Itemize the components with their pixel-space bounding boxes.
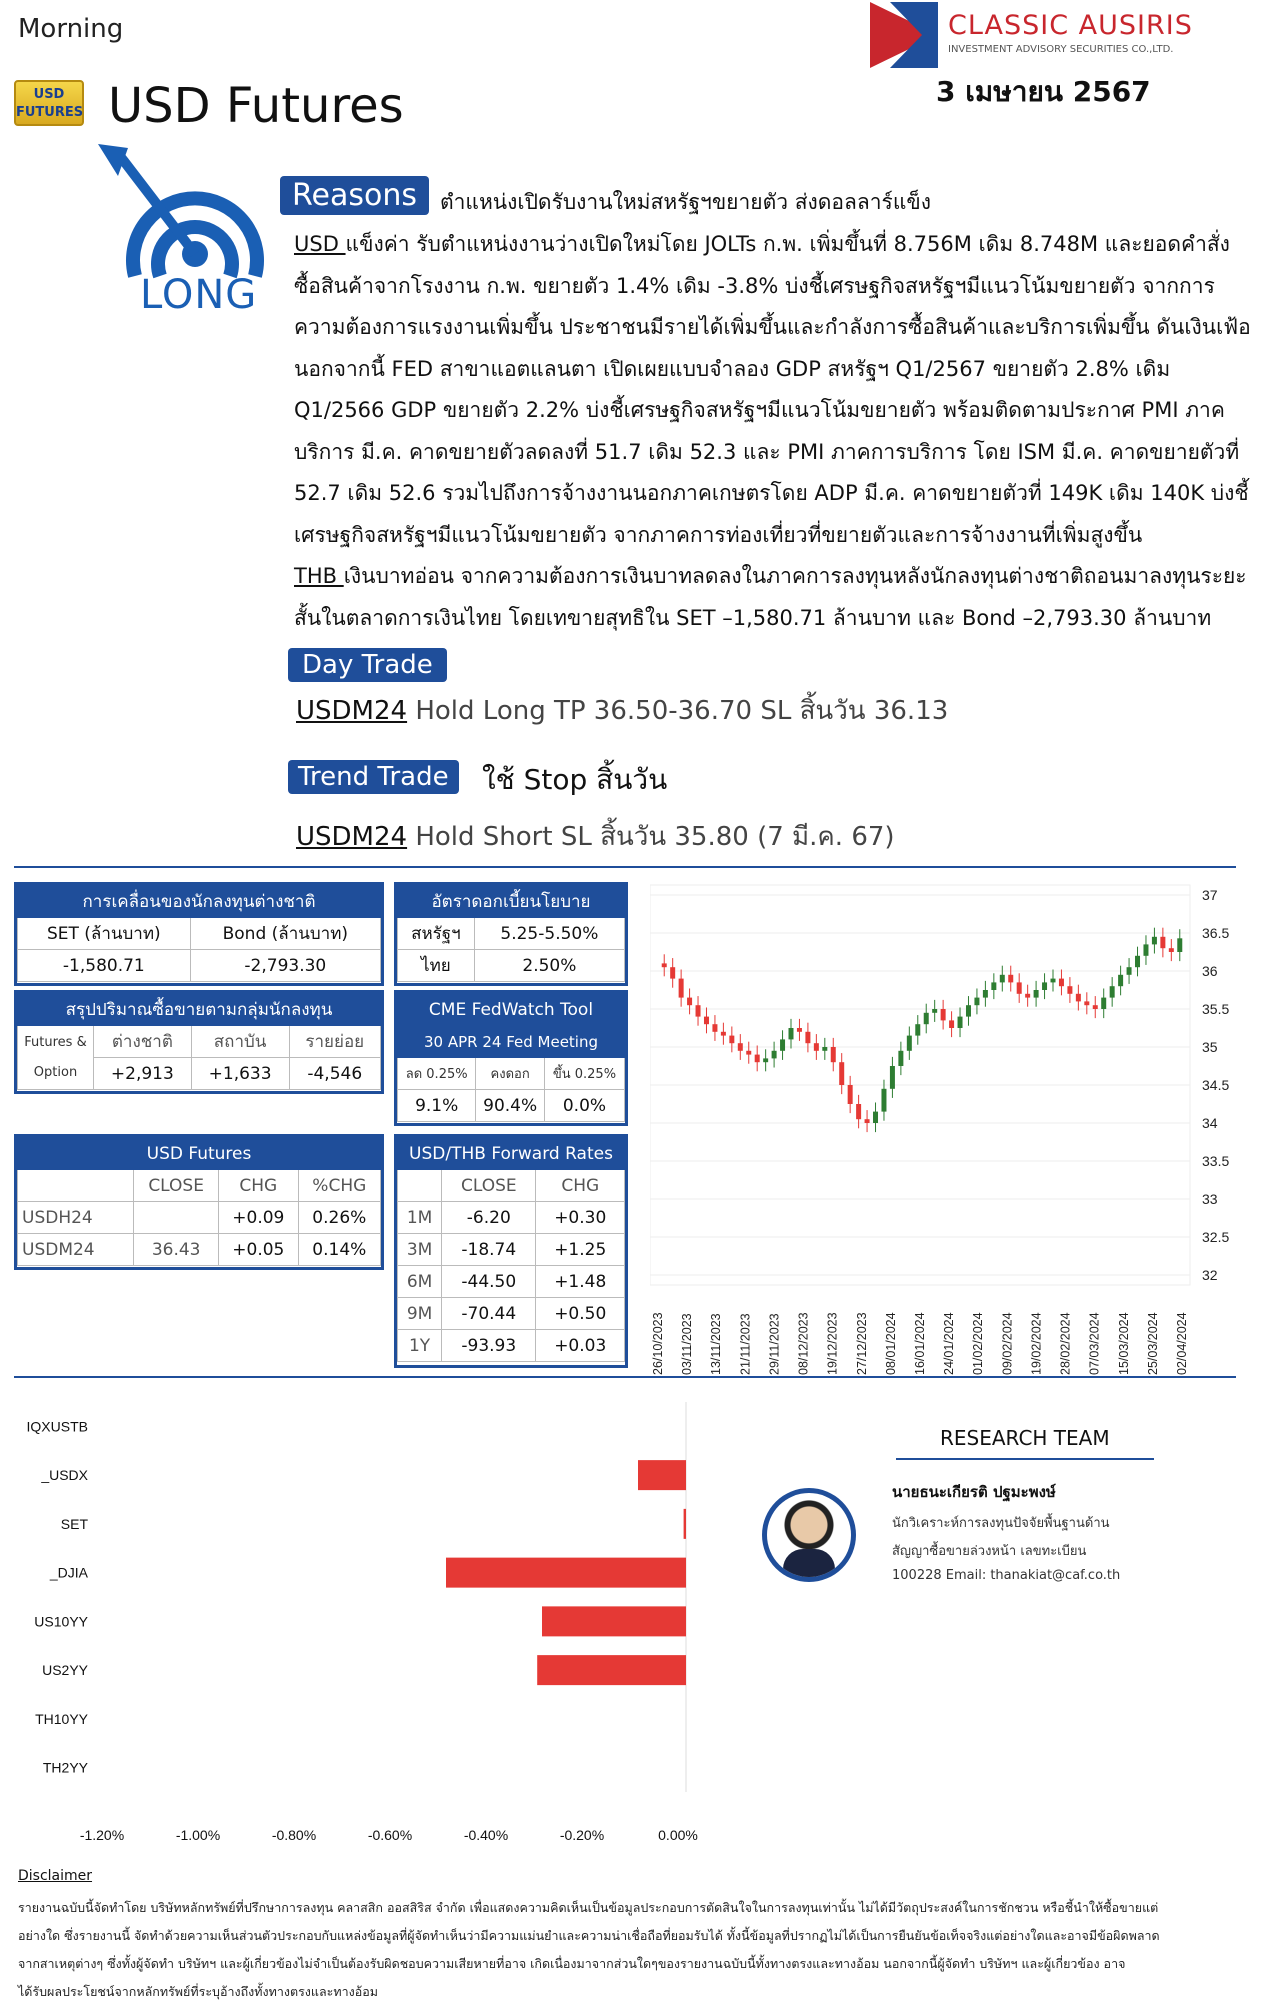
candle-body xyxy=(898,1051,903,1066)
usd-futures-chg: +0.09 xyxy=(219,1202,299,1234)
candle-body xyxy=(679,979,684,998)
investor-group-v-retail: -4,546 xyxy=(289,1058,381,1090)
table-row xyxy=(398,1266,625,1298)
candle-body xyxy=(1118,975,1123,986)
forward-tenor: 1M xyxy=(398,1202,442,1234)
reason-line-5: บริการ มี.ค. คาดขยายตัวลดลงที่ 51.7 เดิม 52.3 และ PMI ภาคการบริการ โดย ISM มี.ค. คาดขยายตัวที่ xyxy=(294,440,1240,464)
candle-body xyxy=(865,1119,870,1123)
table-row xyxy=(398,1298,625,1330)
candle-body xyxy=(746,1051,751,1055)
day-trade-recommendation xyxy=(296,690,948,731)
category-label: US10YY xyxy=(34,1613,88,1630)
candle-body xyxy=(1101,998,1106,1009)
x-tick-label: -0.20% xyxy=(559,1827,605,1843)
forward-rates-box xyxy=(394,1134,628,1368)
bar xyxy=(537,1655,686,1685)
fedwatch-v-cut: 9.1% xyxy=(398,1090,476,1122)
trend-trade-note: ใช้ Stop สิ้นวัน xyxy=(482,763,668,796)
category-label: SET xyxy=(60,1515,88,1532)
policy-rate-table xyxy=(397,885,625,982)
policy-rate-box xyxy=(394,882,628,986)
x-tick-label: 03/11/2023 xyxy=(680,1313,695,1375)
candle-body xyxy=(797,1028,802,1032)
usd-futures-box xyxy=(14,1134,384,1270)
x-tick-label: 09/02/2024 xyxy=(1000,1312,1015,1375)
candle-body xyxy=(721,1032,726,1036)
candle-body xyxy=(983,990,988,998)
y-tick-label: 34.5 xyxy=(1202,1077,1230,1093)
forward-chg: +0.50 xyxy=(536,1298,625,1330)
candle-body xyxy=(839,1062,844,1085)
candle-body xyxy=(763,1058,768,1062)
thb-line xyxy=(294,556,1264,598)
x-tick-label: -0.80% xyxy=(271,1827,317,1843)
x-tick-label: 29/11/2023 xyxy=(767,1313,782,1375)
research-team-rule xyxy=(896,1458,1154,1460)
candle-body xyxy=(1067,986,1072,994)
fedwatch-v-hold: 90.4% xyxy=(476,1090,545,1122)
y-tick-label: 32.5 xyxy=(1202,1229,1230,1245)
table-row xyxy=(398,1330,625,1362)
candle-body xyxy=(1059,979,1064,987)
thb-tag: THB xyxy=(294,564,344,588)
x-tick-label: -1.00% xyxy=(175,1827,221,1843)
foreign-flow-table xyxy=(17,885,381,982)
investor-group-h-institution: สถาบัน xyxy=(191,1026,289,1058)
y-tick-label: 35 xyxy=(1202,1039,1218,1055)
usd-futures-h-chg: CHG xyxy=(219,1170,299,1202)
signal-long-label: LONG xyxy=(140,272,258,318)
category-label: IQXUSTB xyxy=(26,1418,88,1435)
x-tick-label: 13/11/2023 xyxy=(709,1313,724,1375)
trend-trade-label: Trend Trade xyxy=(288,760,459,794)
candle-body xyxy=(915,1024,920,1035)
x-tick-label: 26/10/2023 xyxy=(651,1312,665,1375)
table-row xyxy=(398,1234,625,1266)
usd-futures-symbol: USDH24 xyxy=(18,1202,134,1234)
x-tick-label: 27/12/2023 xyxy=(854,1312,869,1375)
y-tick-label: 34 xyxy=(1202,1115,1218,1131)
investor-group-title: สรุปปริมาณซื้อขายตามกลุ่มนักลงทุน xyxy=(18,994,381,1026)
category-label: TH2YY xyxy=(42,1759,88,1776)
x-tick-label: 24/01/2024 xyxy=(942,1312,957,1375)
reason-line-3: นอกจากนี้ FED สาขาแอตแลนตา เปิดเผยแบบจำลอง GDP สหรัฐฯ Q1/2567 ขยายตัว 2.8% เดิม xyxy=(294,357,1171,381)
day-trade-label: Day Trade xyxy=(288,648,447,682)
candle-body xyxy=(1076,994,1081,1002)
candle-body xyxy=(1017,982,1022,993)
candle-body xyxy=(991,982,996,990)
usd-line xyxy=(294,224,1264,266)
investor-group-h-retail: รายย่อย xyxy=(289,1026,381,1058)
candle-body xyxy=(755,1055,760,1063)
usd-candlestick-chart xyxy=(650,880,1240,1380)
table-row xyxy=(18,1202,381,1234)
foreign-flow-title: การเคลื่อนของนักลงทุนต่างชาติ xyxy=(18,886,381,918)
analyst-role-2: สัญญาซื้อขายล่วงหน้า เลขทะเบียน xyxy=(892,1544,1087,1559)
bar xyxy=(638,1460,686,1490)
page-title: USD Futures xyxy=(108,78,404,134)
analyst-contact: 100228 Email: thanakiat@caf.co.th xyxy=(892,1568,1121,1583)
forward-close: -44.50 xyxy=(442,1266,536,1298)
x-tick-label: 25/03/2024 xyxy=(1145,1312,1160,1375)
candle-body xyxy=(822,1047,827,1051)
investor-group-v-foreign: +2,913 xyxy=(94,1058,192,1090)
candle-body xyxy=(712,1024,717,1032)
x-tick-label: 02/04/2024 xyxy=(1175,1312,1189,1375)
candle-body xyxy=(1008,975,1013,983)
forward-close: -6.20 xyxy=(442,1202,536,1234)
bar xyxy=(446,1558,686,1588)
category-label: TH10YY xyxy=(35,1710,88,1727)
brand-subtitle: INVESTMENT ADVISORY SECURITIES CO.,LTD. xyxy=(948,44,1174,55)
x-tick-label: 07/03/2024 xyxy=(1087,1312,1102,1375)
analyst-name: นายธนะเกียรติ ปฐมะพงษ์ xyxy=(892,1483,1056,1501)
candle-body xyxy=(1084,1001,1089,1005)
day-trade-symbol: USDM24 xyxy=(296,696,408,726)
y-tick-label: 36 xyxy=(1202,963,1218,979)
candle-body xyxy=(814,1043,819,1051)
reason-line-4: Q1/2566 GDP ขยายตัว 2.2% บ่งชี้เศรษฐกิจสหรัฐฯมีแนวโน้มขยายตัว พร้อมติดตามประกาศ PMI ภาค xyxy=(294,398,1225,422)
candle-body xyxy=(966,1005,971,1016)
forward-chg: +0.03 xyxy=(536,1330,625,1362)
candle-body xyxy=(1051,979,1056,983)
x-tick-label: 21/11/2023 xyxy=(738,1313,753,1375)
forward-h-chg: CHG xyxy=(536,1170,625,1202)
x-tick-label: 19/02/2024 xyxy=(1029,1312,1044,1375)
category-label: US2YY xyxy=(42,1662,88,1679)
morning-label: Morning xyxy=(18,14,124,44)
trend-trade-text: Hold Short SL สิ้นวัน 35.80 (7 มี.ค. 67) xyxy=(407,822,895,852)
analyst-role-1: นักวิเคราะห์การลงทุนปัจจัยพื้นฐานด้าน xyxy=(892,1516,1110,1531)
candle-body xyxy=(738,1043,743,1051)
usd-futures-h-close: CLOSE xyxy=(134,1170,219,1202)
candle-body xyxy=(1135,956,1140,967)
candle-body xyxy=(805,1032,810,1043)
usd-futures-chg: +0.05 xyxy=(219,1234,299,1266)
usd-text: แข็งค่า รับตำแหน่งงานว่างเปิดใหม่โดย JOLTs ก.พ. เพิ่มขึ้นที่ 8.756M เดิม 8.748M และยอดคำสั่ง xyxy=(345,232,1230,256)
report-date: 3 เมษายน 2567 xyxy=(936,75,1151,108)
forward-chg: +1.48 xyxy=(536,1266,625,1298)
usd-futures-close: 36.43 xyxy=(134,1234,219,1266)
analyst-avatar xyxy=(762,1488,856,1582)
investor-group-label xyxy=(18,1026,94,1090)
forward-tenor: 6M xyxy=(398,1266,442,1298)
investor-group-table xyxy=(17,993,381,1090)
reasons-pill xyxy=(280,176,429,215)
fedwatch-table xyxy=(397,993,625,1122)
investor-group-label-2: Option xyxy=(33,1065,78,1080)
investor-group-label-1: Futures & xyxy=(24,1035,87,1050)
forward-rates-table xyxy=(397,1137,625,1362)
fedwatch-h-hike: ขึ้น 0.25% xyxy=(544,1058,624,1090)
x-tick-label: 16/01/2024 xyxy=(913,1312,927,1375)
forward-tenor: 1Y xyxy=(398,1330,442,1362)
x-tick-label: 28/02/2024 xyxy=(1058,1312,1073,1375)
usd-futures-pctchg: 0.14% xyxy=(298,1234,380,1266)
category-label: _USDX xyxy=(41,1467,88,1484)
policy-rate-th-name: ไทย xyxy=(398,950,475,982)
table-row xyxy=(18,1234,381,1266)
foreign-flow-set-value: -1,580.71 xyxy=(18,950,191,982)
disclaimer-line: รายงานฉบับนี้จัดทำโดย บริษัทหลักทรัพย์ที่ปรึกษาการลงทุน คลาสสิก ออสสิริส จำกัด เพื่อแสดงความคิดเห็นเป็นข้อมูลประกอบการตัดสินใจในการลงทุนเท่านั้น ไม่ได้มีวัตถุประสงค์ในการชักชวน หรือชี้นำให้ซื้อขายแต่ xyxy=(18,1900,1159,1915)
candle-body xyxy=(932,1009,937,1013)
x-tick-label: -0.60% xyxy=(367,1827,413,1843)
x-tick-label: 01/02/2024 xyxy=(971,1312,986,1375)
y-tick-label: 37 xyxy=(1202,887,1218,903)
disclaimer-line: ได้รับผลประโยชน์จากหลักทรัพย์ที่ระบุอ้างถึงทั้งทางตรงและทางอ้อม xyxy=(18,1984,378,1999)
forward-chg: +0.30 xyxy=(536,1202,625,1234)
forward-h-close: CLOSE xyxy=(442,1170,536,1202)
research-team-title: RESEARCH TEAM xyxy=(940,1426,1110,1450)
fedwatch-h-hold: คงดอก xyxy=(476,1058,545,1090)
forward-rates-title: USD/THB Forward Rates xyxy=(398,1138,625,1170)
trend-trade-recommendation xyxy=(296,816,895,857)
reason-line-7: เศรษฐกิจสหรัฐฯมีแนวโน้มขยายตัว จากภาคการท่องเที่ยวที่ขยายตัวและการจ้างงานที่เพิ่มสูงขึ้น xyxy=(294,523,1143,547)
fedwatch-box xyxy=(394,990,628,1126)
candle-body xyxy=(1169,948,1174,952)
forward-tenor: 9M xyxy=(398,1298,442,1330)
day-trade-pill xyxy=(288,648,447,682)
investor-group-box xyxy=(14,990,384,1094)
candle-body xyxy=(1000,975,1005,983)
policy-rate-us-name: สหรัฐฯ xyxy=(398,918,475,950)
x-tick-label: -1.20% xyxy=(79,1827,125,1843)
reasons-headline: ตำแหน่งเปิดรับงานใหม่สหรัฐฯขยายตัว ส่งดอลลาร์แข็ง xyxy=(440,190,931,214)
candle-body xyxy=(789,1028,794,1039)
reasons-label: Reasons xyxy=(280,176,429,215)
divider-bottom xyxy=(14,1376,1236,1378)
usd-futures-title: USD Futures xyxy=(18,1138,381,1170)
candle-body xyxy=(1034,990,1039,998)
disclaimer-line: จากสาเหตุต่างๆ ซึ่งทั้งผู้จัดทำ บริษัทฯ และผู้เกี่ยวข้องไม่จำเป็นต้องรับผิดชอบความเสียหายที่อาจ เกิดเนื่องมาจากส่วนใดๆของรายงานฉบับนี้ทั้งทางตรงและทางอ้อม นอกจากนี้ผู้จัดทำ บริษัทฯ และผู้เกี่ยวข้อง อาจ xyxy=(18,1956,1126,1971)
trend-trade-pill xyxy=(288,760,459,794)
candle-body xyxy=(856,1104,861,1119)
x-tick-label: 19/12/2023 xyxy=(825,1312,840,1375)
candle-body xyxy=(1110,986,1115,997)
reason-line-6: 52.7 เดิม 52.6 รวมไปถึงการจ้างงานนอกภาคเกษตรโดย ADP มี.ค. คาดขยายตัวที่ 149K เดิม 140K บ่งชี้ xyxy=(294,481,1249,505)
x-tick-label: -0.40% xyxy=(463,1827,509,1843)
foreign-flow-col-bond: Bond (ล้านบาท) xyxy=(190,918,380,950)
candle-body xyxy=(1042,982,1047,990)
foreign-flow-box xyxy=(14,882,384,986)
foreign-flow-col-set: SET (ล้านบาท) xyxy=(18,918,191,950)
x-tick-label: 08/01/2024 xyxy=(883,1312,898,1375)
category-label: _DJIA xyxy=(49,1564,88,1581)
candle-body xyxy=(780,1039,785,1050)
reason-line-2: ความต้องการแรงงานเพิ่มขึ้น ประชาชนมีรายได้เพิ่มขึ้นและกำลังการซื้อสินค้าและบริการเพิ่มขึ้น ดันเงินเฟ้อ xyxy=(294,315,1251,339)
usd-futures-h-0 xyxy=(18,1170,134,1202)
candle-body xyxy=(704,1017,709,1025)
usd-tag: USD xyxy=(294,232,346,256)
bar xyxy=(684,1509,686,1539)
candle-body xyxy=(831,1047,836,1062)
candle-body xyxy=(1093,1005,1098,1009)
disclaimer-line: อย่างใด ซึ่งรายงานนี้ จัดทำด้วยความเห็นส่วนตัวประกอบกับแหล่งข้อมูลที่ผู้จัดทำเห็นว่ามีความแม่นยำและความน่าเชื่อถือที่ยอมรับได้ ทั้งนี้ข้อมูลที่ปรากฏไม่ได้เป็นการยืนยันข้อเท็จจริงแต่อย่างใดและอาจมีข้อผิดพลาด xyxy=(18,1928,1160,1943)
candle-body xyxy=(924,1013,929,1024)
candle-body xyxy=(974,998,979,1006)
y-tick-label: 35.5 xyxy=(1202,1001,1230,1017)
candle-body xyxy=(687,998,692,1006)
fedwatch-title: CME FedWatch Tool xyxy=(398,994,625,1026)
candle-body xyxy=(941,1009,946,1020)
x-tick-label: 0.00% xyxy=(658,1827,698,1843)
brand-name: CLASSIC AUSIRIS xyxy=(948,10,1193,41)
y-tick-label: 33 xyxy=(1202,1191,1218,1207)
fedwatch-meeting: 30 APR 24 Fed Meeting xyxy=(398,1026,625,1058)
disclaimer-text xyxy=(18,1894,1258,2006)
candle-body xyxy=(696,1005,701,1016)
usd-futures-symbol: USDM24 xyxy=(18,1234,134,1266)
x-tick-label: 15/03/2024 xyxy=(1116,1312,1131,1375)
y-tick-label: 32 xyxy=(1202,1267,1218,1283)
candle-body xyxy=(1127,967,1132,975)
candle-body xyxy=(1177,938,1182,952)
usd-futures-table xyxy=(17,1137,381,1266)
disclaimer-title: Disclaimer xyxy=(18,1868,93,1884)
candle-body xyxy=(1152,937,1157,945)
y-tick-label: 33.5 xyxy=(1202,1153,1230,1169)
candle-body xyxy=(772,1051,777,1059)
candle-body xyxy=(670,967,675,978)
thb-text: เงินบาทอ่อน จากความต้องการเงินบาทลดลงในภาคการลงทุนหลังนักลงทุนต่างชาติถอนมาลงทุนระยะ xyxy=(343,564,1247,588)
forward-close: -93.93 xyxy=(442,1330,536,1362)
candle-body xyxy=(1160,937,1165,948)
foreign-flow-bond-value: -2,793.30 xyxy=(190,950,380,982)
forward-close: -70.44 xyxy=(442,1298,536,1330)
policy-rate-title: อัตราดอกเบี้ยนโยบาย xyxy=(398,886,625,918)
candle-body xyxy=(848,1085,853,1104)
y-tick-label: 36.5 xyxy=(1202,925,1230,941)
investor-group-h-foreign: ต่างชาติ xyxy=(94,1026,192,1058)
candle-body xyxy=(729,1036,734,1044)
forward-tenor: 3M xyxy=(398,1234,442,1266)
reason-line-1: ซื้อสินค้าจากโรงงาน ก.พ. ขยายตัว 1.4% เดิม -3.8% บ่งชี้เศรษฐกิจสหรัฐฯมีแนวโน้มขยายตัว จากการ xyxy=(294,274,1215,298)
brand-logo-icon xyxy=(870,2,938,68)
x-tick-label: 08/12/2023 xyxy=(796,1312,811,1375)
fedwatch-h-cut: ลด 0.25% xyxy=(398,1058,476,1090)
usd-futures-close xyxy=(134,1202,219,1234)
candle-body xyxy=(1143,944,1148,955)
forward-close: -18.74 xyxy=(442,1234,536,1266)
candle-body xyxy=(873,1112,878,1123)
usd-futures-pctchg: 0.26% xyxy=(298,1202,380,1234)
candle-body xyxy=(949,1020,954,1028)
policy-rate-th-value: 2.50% xyxy=(474,950,624,982)
candle-body xyxy=(881,1089,886,1112)
thb-line-2: สั้นในตลาดการเงินไทย โดยเทขายสุทธิใน SET –1,580.71 ล้านบาท และ Bond –2,793.30 ล้านบาท xyxy=(294,606,1212,630)
trend-trade-symbol: USDM24 xyxy=(296,822,408,852)
table-row xyxy=(398,1202,625,1234)
usd-futures-h-pctchg: %CHG xyxy=(298,1170,380,1202)
usd-futures-logo: USD FUTURES xyxy=(14,80,84,126)
fedwatch-v-hike: 0.0% xyxy=(544,1090,624,1122)
candle-body xyxy=(958,1017,963,1028)
forward-chg: +1.25 xyxy=(536,1234,625,1266)
policy-rate-us-value: 5.25-5.50% xyxy=(474,918,624,950)
candle-body xyxy=(890,1066,895,1089)
candle-body xyxy=(907,1036,912,1051)
candle-body xyxy=(1025,994,1030,998)
investor-group-v-institution: +1,633 xyxy=(191,1058,289,1090)
candle-body xyxy=(662,963,667,967)
divider-top xyxy=(14,866,1236,868)
market-change-bar-chart xyxy=(14,1392,714,1852)
day-trade-text: Hold Long TP 36.50-36.70 SL สิ้นวัน 36.13 xyxy=(407,696,949,726)
bar xyxy=(542,1606,686,1636)
forward-h-0 xyxy=(398,1170,442,1202)
